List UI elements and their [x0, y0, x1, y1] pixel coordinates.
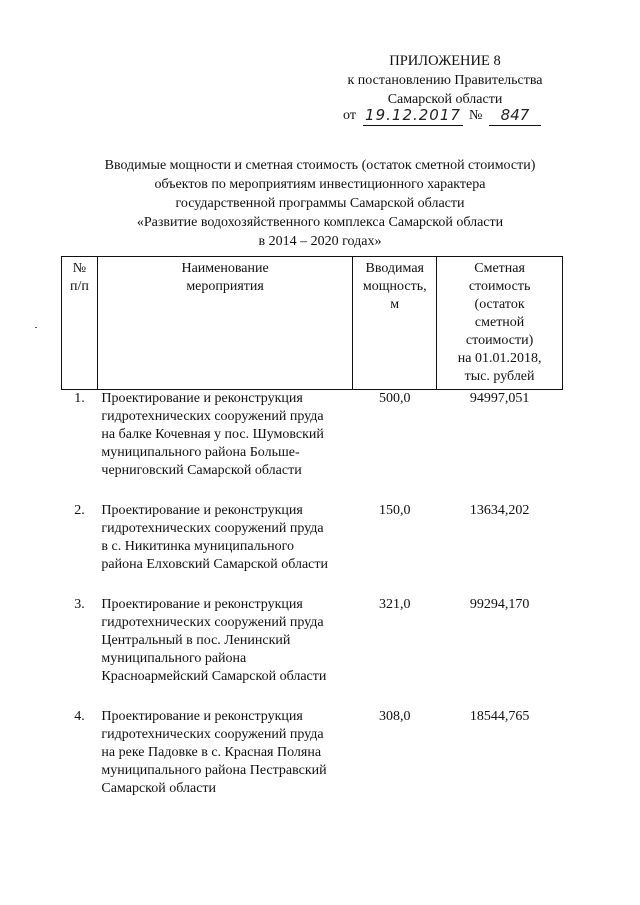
name-line: на балке Кочевная у пос. Шумовский: [101, 427, 324, 442]
name-line: муниципального района Пестравский: [101, 763, 327, 778]
row-capacity: 321,0: [378, 597, 411, 612]
row-name: [97, 390, 352, 481]
name-line: Проектирование и реконструкция: [101, 391, 303, 406]
header-text: (остаток: [474, 297, 525, 312]
header-text: стоимость: [468, 279, 531, 294]
date-prefix: от: [343, 108, 356, 123]
name-line: гидротехнических сооружений пруда: [101, 615, 324, 630]
title-line: в 2014 – 2020 годах»: [258, 234, 382, 249]
header-text: Наименование: [181, 261, 269, 276]
title-line: объектов по мероприятиям инвестиционного характера: [154, 177, 486, 192]
row-cost: 13634,202: [469, 503, 530, 518]
header-text: Сметная: [474, 261, 525, 276]
name-line: в с. Никитинка муниципального: [101, 539, 294, 554]
row-name: [97, 708, 352, 798]
handwritten-number: 847: [489, 105, 541, 126]
table-header-row: [62, 257, 563, 390]
header-text: Вводимая: [365, 261, 424, 276]
name-line: района Елховский Самарской области: [101, 557, 328, 572]
row-num: 2.: [74, 503, 85, 518]
annex-decree-line: к постановлению Правительства: [347, 73, 543, 88]
header-cost: [437, 257, 563, 390]
row-capacity: 500,0: [378, 391, 411, 406]
name-line: Центральный в пос. Ленинский: [101, 633, 291, 648]
table-row: [62, 708, 563, 798]
name-line: Проектирование и реконструкция: [101, 503, 303, 518]
row-capacity: 308,0: [378, 709, 411, 724]
name-line: гидротехнических сооружений пруда: [101, 409, 324, 424]
row-spacer: [62, 480, 563, 502]
name-line: Самарской области: [101, 781, 217, 796]
title-line: «Развитие водохозяйственного комплекса Самарской области: [136, 215, 504, 230]
row-name: [97, 502, 352, 574]
header-text: стоимости): [465, 333, 534, 348]
annex-header: [330, 52, 560, 109]
name-line: черниговский Самарской области: [101, 463, 302, 478]
name-line: Красноармейский Самарской области: [101, 669, 327, 684]
row-num: 4.: [74, 709, 85, 724]
annex-title: ПРИЛОЖЕНИЕ 8: [389, 53, 501, 69]
name-line: Проектирование и реконструкция: [101, 597, 303, 612]
title-line: государственной программы Самарской области: [175, 196, 465, 211]
row-spacer: [62, 574, 563, 596]
table-row: [62, 390, 563, 481]
row-num: 3.: [74, 597, 85, 612]
header-text: м: [390, 297, 400, 312]
title-line: Вводимые мощности и сметная стоимость (остаток сметной стоимости): [104, 158, 536, 173]
name-line: гидротехнических сооружений пруда: [101, 521, 324, 536]
header-text: мощность,: [362, 279, 427, 294]
header-text: сметной: [474, 315, 525, 330]
scan-speck: [35, 327, 37, 328]
decree-date-number: [343, 108, 553, 130]
row-cost: 18544,765: [469, 709, 530, 724]
handwritten-date: 19.12.2017: [363, 105, 463, 126]
header-text: на 01.01.2018,: [457, 351, 542, 366]
header-text: №: [72, 261, 87, 276]
row-spacer: [62, 686, 563, 708]
row-cost: 94997,051: [469, 391, 530, 406]
investment-table: [61, 256, 563, 798]
document-title: [60, 156, 580, 251]
table-row: [62, 502, 563, 574]
number-prefix: №: [469, 108, 483, 123]
header-num: [62, 257, 98, 390]
row-cost: 99294,170: [469, 597, 530, 612]
annex-region-line: Самарской области: [387, 92, 503, 107]
name-line: муниципального района Больше-: [101, 445, 300, 460]
row-num: 1.: [74, 391, 85, 406]
name-line: Проектирование и реконструкция: [101, 709, 303, 724]
name-line: муниципального района: [101, 651, 247, 666]
header-capacity: [353, 257, 437, 390]
row-capacity: 150,0: [378, 503, 411, 518]
name-line: на реке Падовке в с. Красная Поляна: [101, 745, 322, 760]
table-row: [62, 596, 563, 686]
header-text: тыс. рублей: [464, 369, 535, 384]
header-text: мероприятия: [186, 279, 264, 294]
name-line: гидротехнических сооружений пруда: [101, 727, 324, 742]
header-name: [97, 257, 352, 390]
row-name: [97, 596, 352, 686]
header-text: п/п: [70, 279, 89, 294]
